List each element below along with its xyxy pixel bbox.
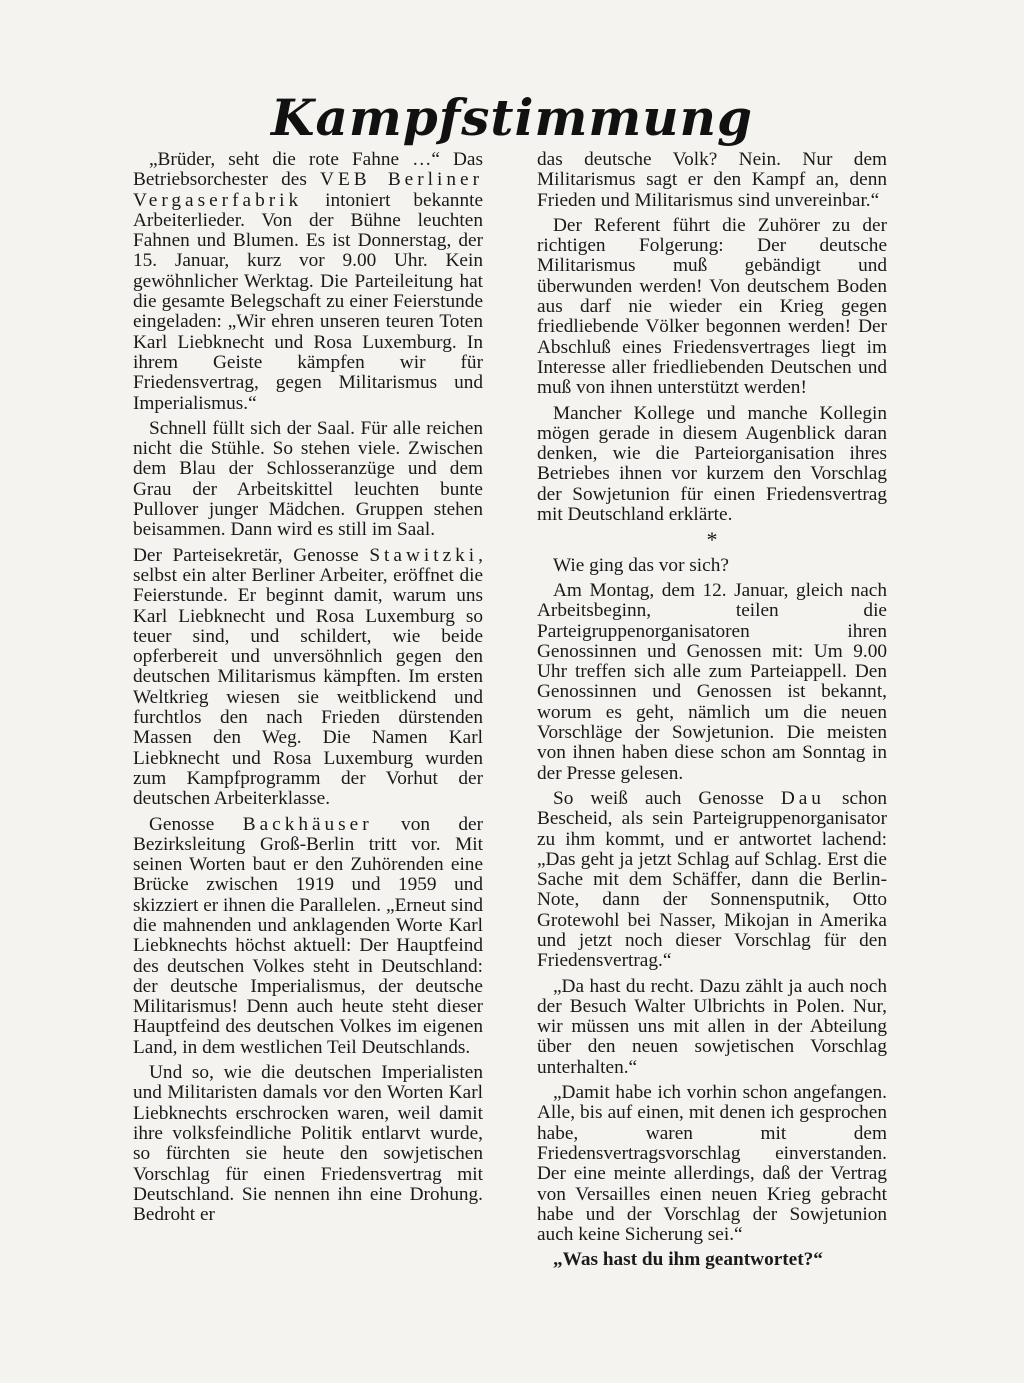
emphasized-name: Dau: [780, 787, 825, 809]
left-column: [133, 150, 483, 1230]
emphasized-name: Backhäuser: [242, 813, 373, 835]
paragraph: „Was hast du ihm geantwortet?“: [553, 1249, 823, 1271]
right-column: [537, 150, 887, 1276]
paragraph: Der Parteisekretär, Genosse Stawitzki, selbst ein alter Berliner Arbeiter, eröffnet die Feierstunde. Er beginnt damit, warum uns Karl Liebknecht und Rosa Luxemburg so teuer sind, und schildert, wie beide opferbereit und unversöhnlich gegen den deutschen Militarismus kämpften. Im ersten Weltkrieg wiesen sie weitblickend und furchtlos den nach Frieden dürstenden Massen den Weg. Die Namen Karl Liebknecht und Rosa Luxemburg wurden zum Kampfprogramm der Vorhut der deutschen Arbeiterklasse.: [133, 544, 483, 810]
emphasized-name: VEB Berliner Vergaserfabrik: [133, 169, 483, 211]
paragraph: „Brüder, seht die rote Fahne …“ Das Betriebsorchester des VEB Berliner Vergaserfabrik intoniert bekannte Arbeiterlieder. Von der Bühne leuchten Fahnen und Blumen. Es ist Donnerstag, der 15. Januar, kurz vor 9.00 Uhr. Kein gewöhnlicher Werktag. Die Parteileitung hat die gesamte Belegschaft zu einer Feierstunde eingeladen: „Wir ehren unseren teuren Toten Karl Liebknecht und Rosa Luxemburg. In ihrem Geiste kämpfen wir für Friedensvertrag, gegen Militarismus und Imperialismus.“: [133, 149, 483, 414]
emphasized-name: Stawitzki: [369, 544, 479, 566]
paragraph: Schnell füllt sich der Saal. Für alle reichen nicht die Stühle. So stehen viele. Zwischen dem Blau der Schlosseranzüge und dem Grau der Arbeitskittel leuchten bunte Pullover junger Mädchen. Gruppen stehen beisammen. Dann wird es still im Saal.: [133, 417, 483, 541]
paragraph: So weiß auch Genosse Dau schon Bescheid, als sein Parteigruppenorganisator zu ihm kommt, und er antwortet lachend: „Das geht ja jetzt Schlag auf Schlag. Erst die Sache mit dem Schäffer, dann die Berlin-Note, dann der Sonnensputnik, Otto Grotewohl bei Nasser, Mikojan in Amerika und jetzt noch dieser Vorschlag für den Friedensvertrag.“: [537, 787, 887, 972]
paragraph: „Da hast du recht. Dazu zählt ja auch noch der Besuch Walter Ulbrichts in Polen. Nur, wir müssen uns mit allen in der Abteilung über den neuen sowjetischen Vorschlag unterhalten.“: [537, 975, 887, 1078]
paragraph: Mancher Kollege und manche Kollegin mögen gerade in diesem Augenblick daran denken, wie die Parteiorganisation ihres Betriebes ihnen vor kurzem den Vorschlag der Sowjetunion für einen Friedensvertrag mit Deutschland erklärte.: [537, 402, 887, 526]
paragraph: Und so, wie die deutschen Imperialisten und Militaristen damals vor den Worten Karl Liebknechts erschrocken waren, weil damit ihre volksfeindliche Politik entlarvt wurde, so fürchten sie heute den sowjetischen Vorschlag für einen Friedensvertrag mit Deutschland. Sie nennen ihn eine Drohung. Bedroht er: [133, 1062, 483, 1226]
paragraph: „Damit habe ich vorhin schon angefangen. Alle, bis auf einen, mit denen ich gesprochen habe, waren mit dem Friedensvertragsvorschlag einverstanden. Der eine meinte allerdings, daß der Vertrag von Versailles einen neuen Krieg gebracht habe und der Vorschlag der Sowjetunion auch keine Sicherung sei.“: [537, 1082, 887, 1246]
paragraph: Am Montag, dem 12. Januar, gleich nach Arbeitsbeginn, teilen die Parteigruppenorganisatoren ihren Genossinnen und Genossen mit: Um 9.00 Uhr treffen sich alle zum Parteiappell. Den Genossinnen und Genossen ist bekannt, worum es geht, nämlich um die neuen Vorschläge der Sowjetunion. Die meisten von ihnen haben diese schon am Sonntag in der Presse gelesen.: [537, 579, 887, 784]
paragraph: Der Referent führt die Zuhörer zu der richtigen Folgerung: Der deutsche Militarismus muß gebändigt und überwunden werden! Von deutschem Boden aus darf nie wieder ein Krieg gegen friedliebende Völker begonnen werden! Der Abschluß eines Friedensvertrages liegt im Interesse aller friedliebenden Deutschen und muß von ihnen unterstützt werden!: [537, 214, 887, 399]
page-title: Kampfstimmung: [271, 88, 753, 147]
paragraph: Wie ging das vor sich?: [553, 554, 729, 576]
paragraph: das deutsche Volk? Nein. Nur dem Militarismus sagt er den Kampf an, denn Frieden und Militarismus sind unvereinbar.“: [537, 149, 887, 211]
section-separator: *: [706, 527, 718, 553]
paragraph: Genosse Backhäuser von der Bezirksleitung Groß-Berlin tritt vor. Mit seinen Worten baut er den Zuhörenden eine Brücke zwischen 1919 und 1959 und skizziert er ihnen die Parallelen. „Erneut sind die mahnenden und anklagenden Worte Karl Liebknechts höchst aktuell: Der Hauptfeind des deutschen Volkes steht in Deutschland: der deutsche Imperialismus, der deutsche Militarismus! Denn auch heute steht dieser Hauptfeind des deutschen Volkes im eigenen Land, in dem westlichen Teil Deutschlands.: [133, 813, 483, 1058]
